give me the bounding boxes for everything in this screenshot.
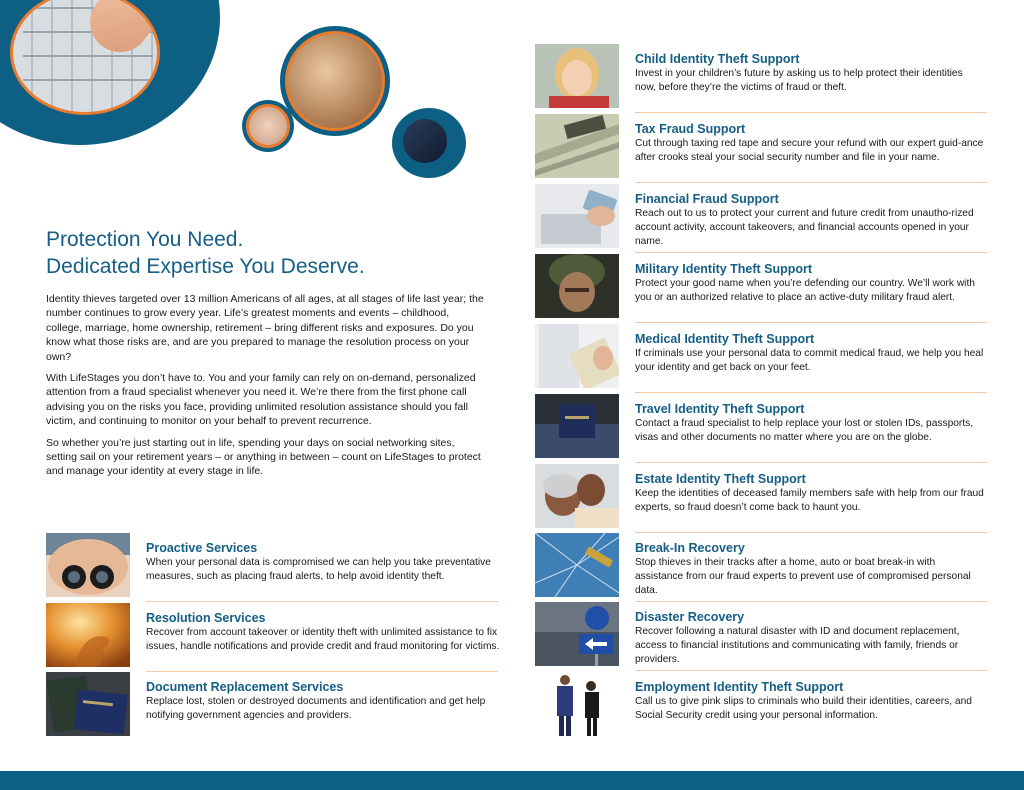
divider (146, 601, 498, 602)
divider (635, 322, 987, 323)
headline-line-2: Dedicated Expertise You Deserve. (46, 255, 365, 278)
hands-photo-circle (242, 100, 294, 152)
passports-photo (46, 672, 130, 736)
service-description: Keep the identities of deceased family members safe with help from our fraud experts, so fraud doesn’t come back to haunt you. (635, 488, 984, 513)
service-description: Stop thieves in their tracks after a home, auto or boat break-in with assistance from our fraud experts to prevent use of compromised personal data. (635, 557, 971, 596)
headline-line-1: Protection You Need. (46, 228, 244, 251)
divider (635, 601, 987, 602)
divider (635, 462, 987, 463)
service-title: Medical Identity Theft Support (635, 332, 815, 346)
divider (635, 112, 987, 113)
intro-paragraph-1: Identity thieves targeted over 13 million Americans of all ages, at all stages of life last year; the number continues to grow every year. Life’s greatest moments and events – childhood, college, marriage, home ownership, retirement – bring different risks and exposures. Do you know what those risks are, and are you prepared to manage the resolution process on your own? (46, 293, 484, 363)
service-title: Disaster Recovery (635, 610, 745, 624)
service-title: Document Replacement Services (146, 680, 344, 694)
intro-text (46, 292, 486, 486)
family-photo-circle (280, 26, 390, 136)
divider (146, 671, 498, 672)
service-title: Resolution Services (146, 611, 266, 625)
soldier-photo (535, 254, 619, 318)
passport-photo-circle (392, 108, 466, 178)
service-description: Replace lost, stolen or destroyed documents and identification and get help notifying government agencies and providers. (146, 696, 486, 721)
service-title: Break-In Recovery (635, 541, 745, 555)
tax-form-photo (535, 114, 619, 178)
divider (635, 392, 987, 393)
keyboard-photo-circle (0, 0, 220, 145)
divider (635, 252, 987, 253)
divider (635, 532, 987, 533)
footer-bar (0, 771, 1024, 790)
businesspeople-photo (535, 672, 619, 736)
broken-glass-photo (535, 533, 619, 597)
passport-photo (400, 116, 450, 166)
service-title: Employment Identity Theft Support (635, 680, 844, 694)
service-title: Child Identity Theft Support (635, 52, 800, 66)
passport-pocket-photo (535, 394, 619, 458)
service-description: When your personal data is compromised we can help you take preventative measures, such as placing fraud alerts, to help avoid identity theft. (146, 557, 491, 582)
service-description: Contact a fraud specialist to help replace your lost or stolen IDs, passports, visas and other documents no matter where you are on the globe. (635, 418, 974, 443)
doctor-photo (535, 324, 619, 388)
service-title: Military Identity Theft Support (635, 262, 813, 276)
service-description: Protect your good name when you’re defending our country. We’ll work with you or an authorized relative to place an active-duty military fraud alert. (635, 278, 975, 303)
binoculars-photo (46, 533, 130, 597)
service-description: Recover following a natural disaster with ID and document replacement, access to financial institutions and communicating with family, friends or providers. (635, 626, 960, 665)
child-photo (535, 44, 619, 108)
service-title: Proactive Services (146, 541, 258, 555)
service-description: If criminals use your personal data to commit medical fraud, we help you heal your identity and get back on your feet. (635, 348, 984, 373)
keyboard-photo (10, 0, 160, 115)
service-description: Call us to give pink slips to criminals who build their identities, careers, and Social Security credit using your personal information. (635, 696, 972, 721)
credit-card-photo (535, 184, 619, 248)
service-description: Cut through taxing red tape and secure your refund with our expert guid-ance after crooks steal your social security number and file in your name. (635, 138, 984, 163)
elderly-couple-photo (535, 464, 619, 528)
page-headline (46, 226, 486, 280)
service-title: Estate Identity Theft Support (635, 472, 806, 486)
service-title: Tax Fraud Support (635, 122, 746, 136)
intro-paragraph-3: So whether you’re just starting out in life, spending your days on social networking sites, setting sail on your retirement years – or anything in between – count on LifeStages to protect and manage your identity at every stage in life. (46, 436, 481, 478)
hand-light-photo (46, 603, 130, 667)
intro-paragraph-2: With LifeStages you don’t have to. You and your family can rely on on-demand, personalized attention from a fraud specialist whenever you need it. We’re there from the first phone call advising you on the risks you face, providing unlimited resolution assistance should you fall victim, and continuing to monitor on your behalf to prevent recurrence. (46, 372, 476, 428)
divider (635, 182, 987, 183)
service-title: Travel Identity Theft Support (635, 402, 805, 416)
service-title: Financial Fraud Support (635, 192, 779, 206)
service-description: Reach out to us to protect your current and future credit from unautho-rized account activity, account takeovers, and financial accounts opened in your name. (635, 208, 974, 247)
service-description: Invest in your children’s future by asking us to help protect their identities now, before they’re the victims of fraud or theft. (635, 68, 963, 93)
service-description: Recover from account takeover or identity theft with unlimited assistance to fix issues, handle notifications and provide credit and fraud monitoring for victims. (146, 627, 500, 652)
family-photo (285, 31, 385, 131)
hands-photo (246, 104, 290, 148)
evacuation-sign-photo (535, 602, 619, 666)
divider (635, 670, 987, 671)
